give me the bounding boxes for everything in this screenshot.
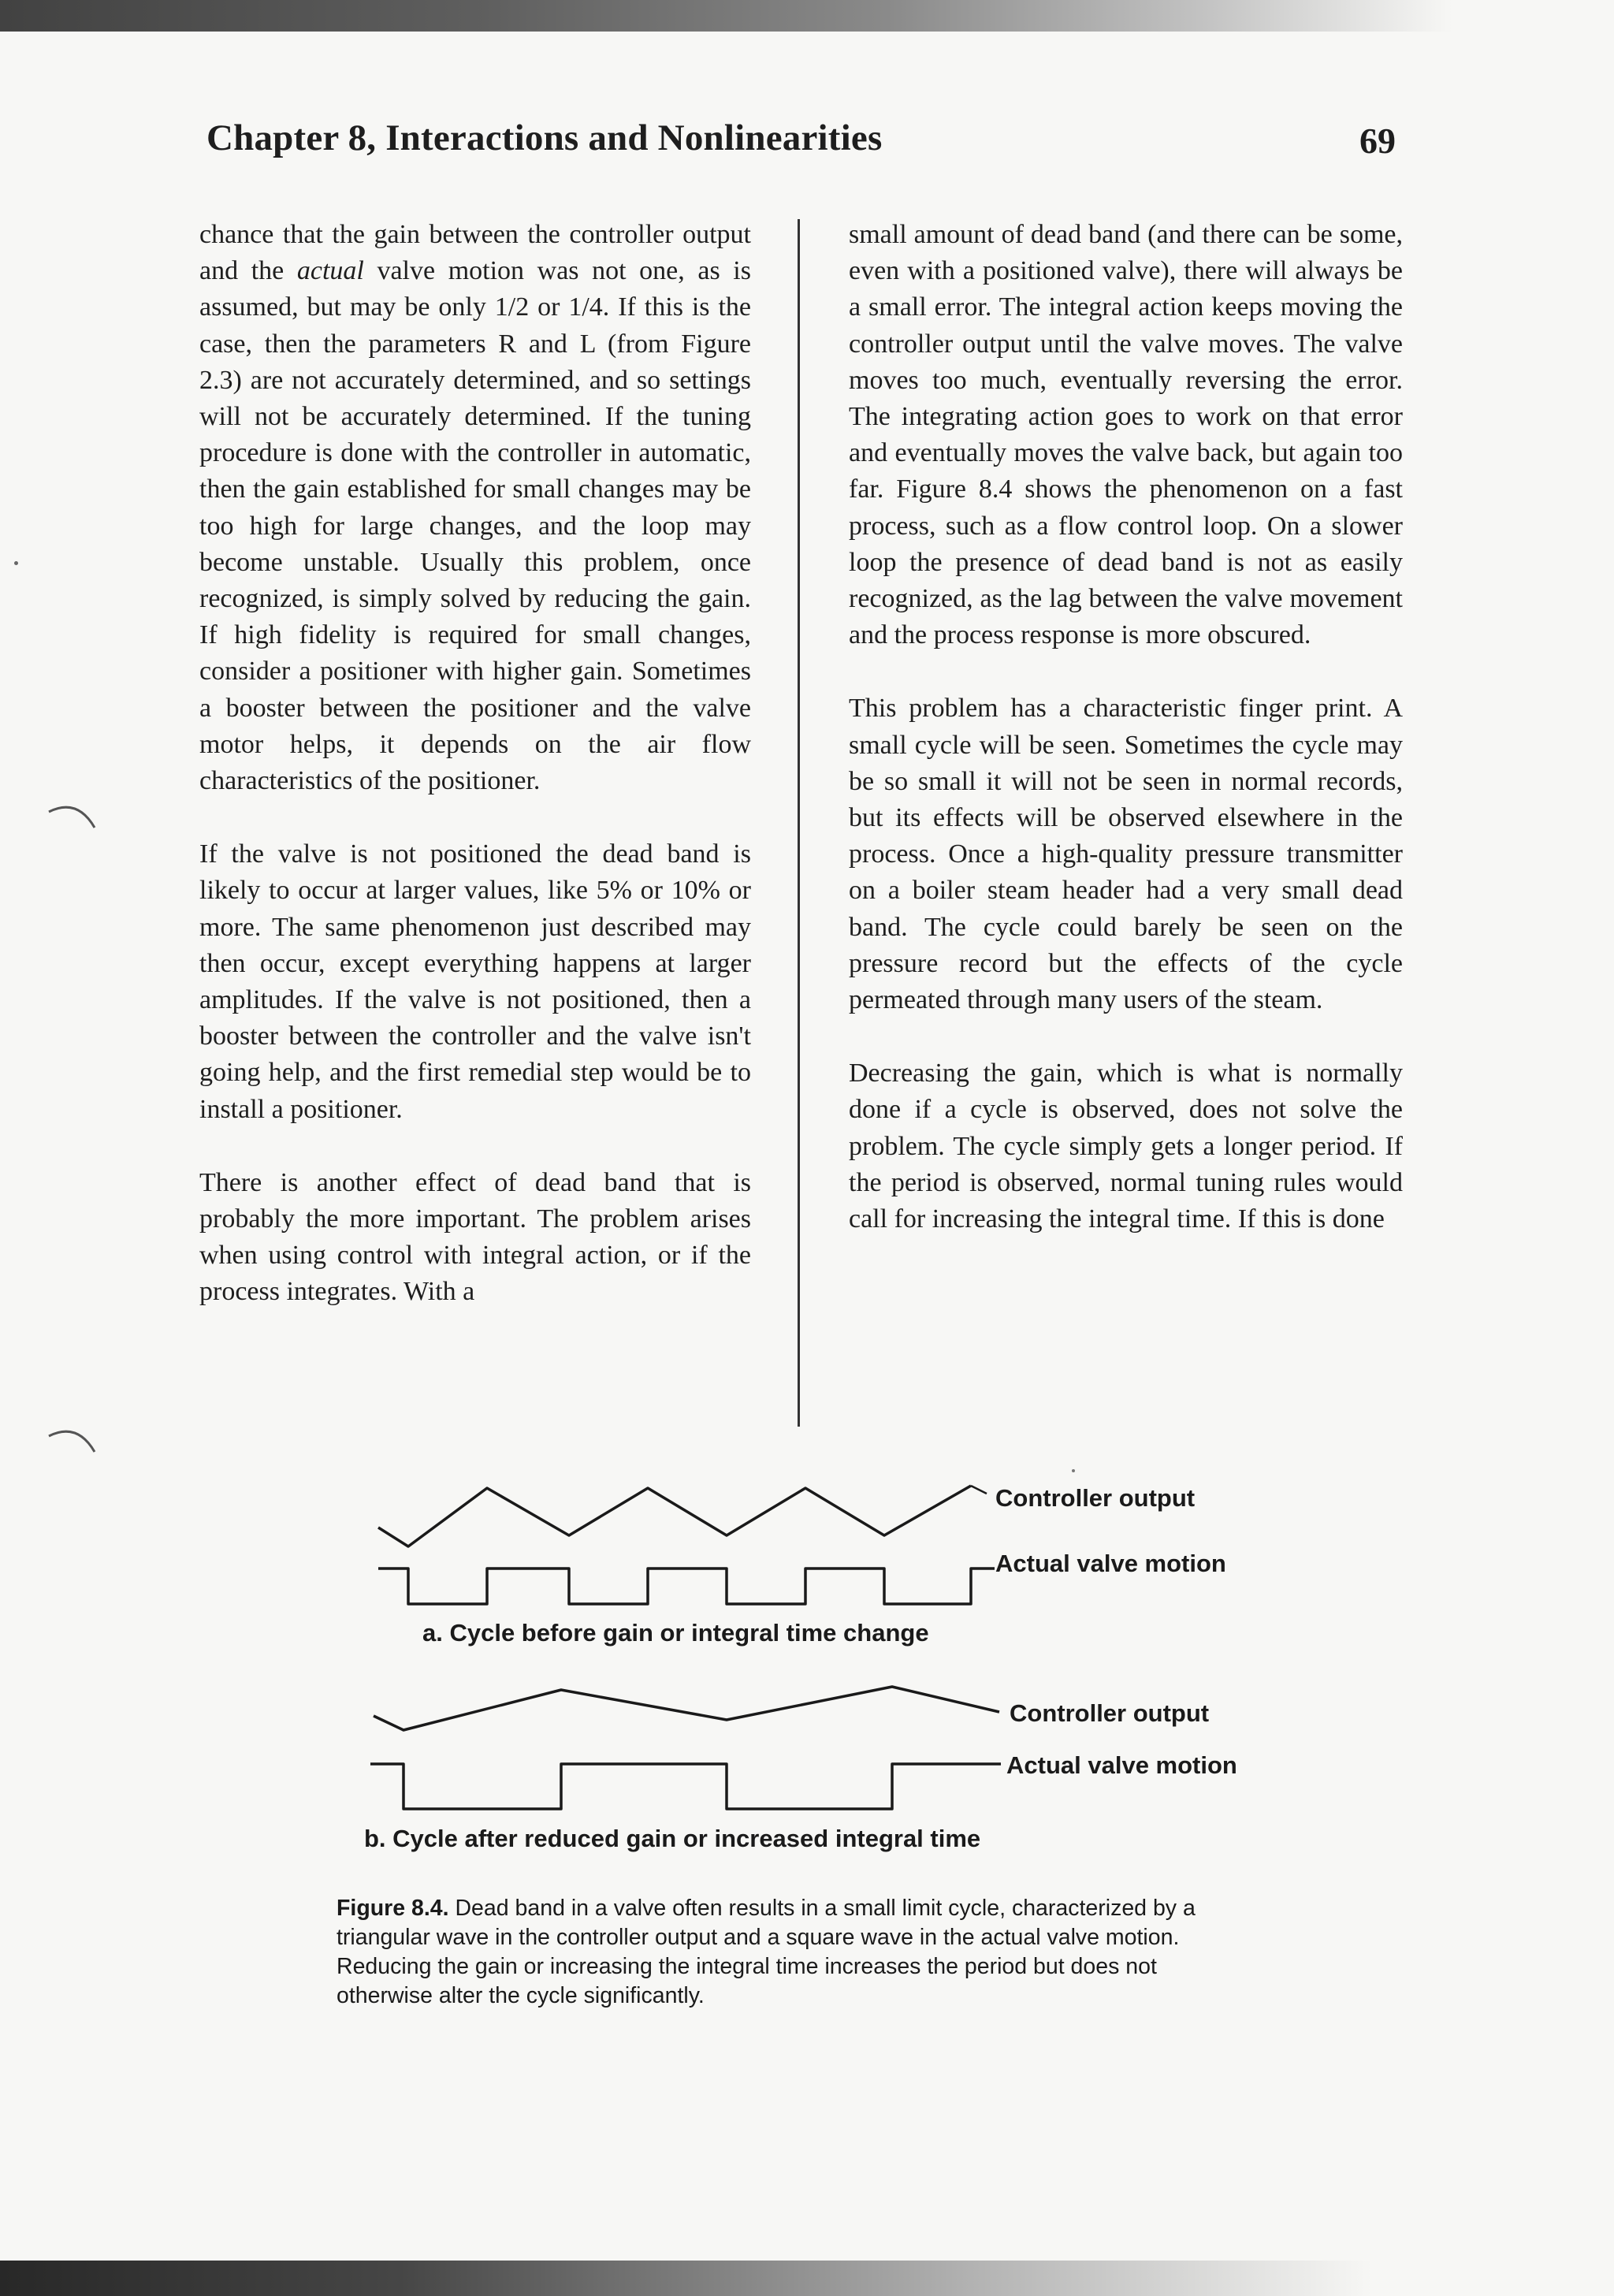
panel-b-controller-output-label: Controller output bbox=[1010, 1699, 1210, 1727]
emphasis-word: actual bbox=[296, 256, 364, 286]
panel-a-controller-output-wave bbox=[378, 1486, 971, 1546]
panel-b-valve-motion-wave bbox=[370, 1764, 1001, 1809]
panel-b-caption: b. Cycle after reduced gain or increased integral time bbox=[364, 1825, 981, 1852]
figure-caption-label: Figure 8.4. bbox=[337, 1896, 449, 1921]
right-paragraph: Decreasing the gain, which is what is normally done if a cycle is observed, does not solve the problem. The cycle simply gets a longer period. If the period is observed, normal tuning rules would call for increasing the integral time. If this is done bbox=[849, 1059, 1403, 1234]
left-paragraph: If the valve is not positioned the dead band is likely to occur at larger values, like 5% or 10% or more. The same phenomenon just described may then occur, except everything happens at larger amplitudes. If the valve is not positioned, then a booster between the controller and the valve isn't going help, and the first remedial step would be to install a positioner. bbox=[199, 839, 751, 1124]
right-paragraph: small amount of dead band (and there can be some, even with a positioned valve), there will always be a small error. The integral action keeps moving the controller output until the valve moves. The valve moves too much, eventually reversing the error. The integrating action goes to work on that error and eventually moves the valve back, but again too far. Figure 8.4 shows the phenomenon on a fast process, such as a flow control loop. On a slower loop the presence of dead band is not as easily recognized, as the lag between the valve movement and the process response is more obscured. bbox=[849, 220, 1403, 650]
panel-a-controller-output-label: Controller output bbox=[995, 1484, 1196, 1512]
panel-a-caption: a. Cycle before gain or integral time change bbox=[422, 1619, 929, 1647]
controller-output-label-pointer-a bbox=[971, 1486, 987, 1494]
right-paragraph: This problem has a characteristic finger print. A small cycle will be seen. Sometimes the cycle may be so small it will not be seen in normal records, but its effects will be observed elsewhere in the process. Once a high-quality pressure transmitter on a boiler steam header had a very small dead band. The cycle could barely be seen on the pressure record but the effects of the cycle permeated through many users of the steam. bbox=[849, 694, 1403, 1015]
page-number: 69 bbox=[1359, 121, 1396, 161]
chapter-title: Chapter 8, Interactions and Nonlinearities bbox=[206, 117, 883, 158]
figure-caption bbox=[337, 1894, 1259, 2011]
panel-a-valve-motion-wave bbox=[378, 1568, 995, 1604]
figure-caption-text: Dead band in a valve often results in a small limit cycle, characterized by a triangular wave in the controller output and a square wave in the actual valve motion. Reducing the gain or increasing the integral time increases the period but does not otherwise alter the cycle significantly. bbox=[337, 1896, 1196, 2008]
panel-b-controller-output-wave bbox=[374, 1687, 999, 1730]
paragraph-text: chance that the gain between the controller output and the bbox=[199, 220, 751, 286]
panel-b-valve-motion-label: Actual valve motion bbox=[1006, 1751, 1237, 1779]
panel-a-valve-motion-label: Actual valve motion bbox=[995, 1550, 1226, 1577]
paragraph-text: valve motion was not one, as is assumed, but may be only 1/2 or 1/4. If this is the case, then the parameters R and L (from Figure 2.3) are not accurately determined, and so settings will not be accurately determined. If the tuning procedure is done with the controller in automatic, then the gain established for small changes may be too high for large changes, and the loop may become unstable. Usually this problem, once recognized, is simply solved by reducing the gain. If high fidelity is required for small changes, consider a positioner with higher gain. Sometimes a booster between the positioner and the valve motor helps, it depends on the air flow characteristics of the positioner. bbox=[199, 256, 751, 796]
scan-speck bbox=[1072, 1469, 1075, 1472]
left-paragraph: There is another effect of dead band that is probably the more important. The problem arises when using control with integral action, or if the process integrates. With a bbox=[199, 1167, 751, 1307]
